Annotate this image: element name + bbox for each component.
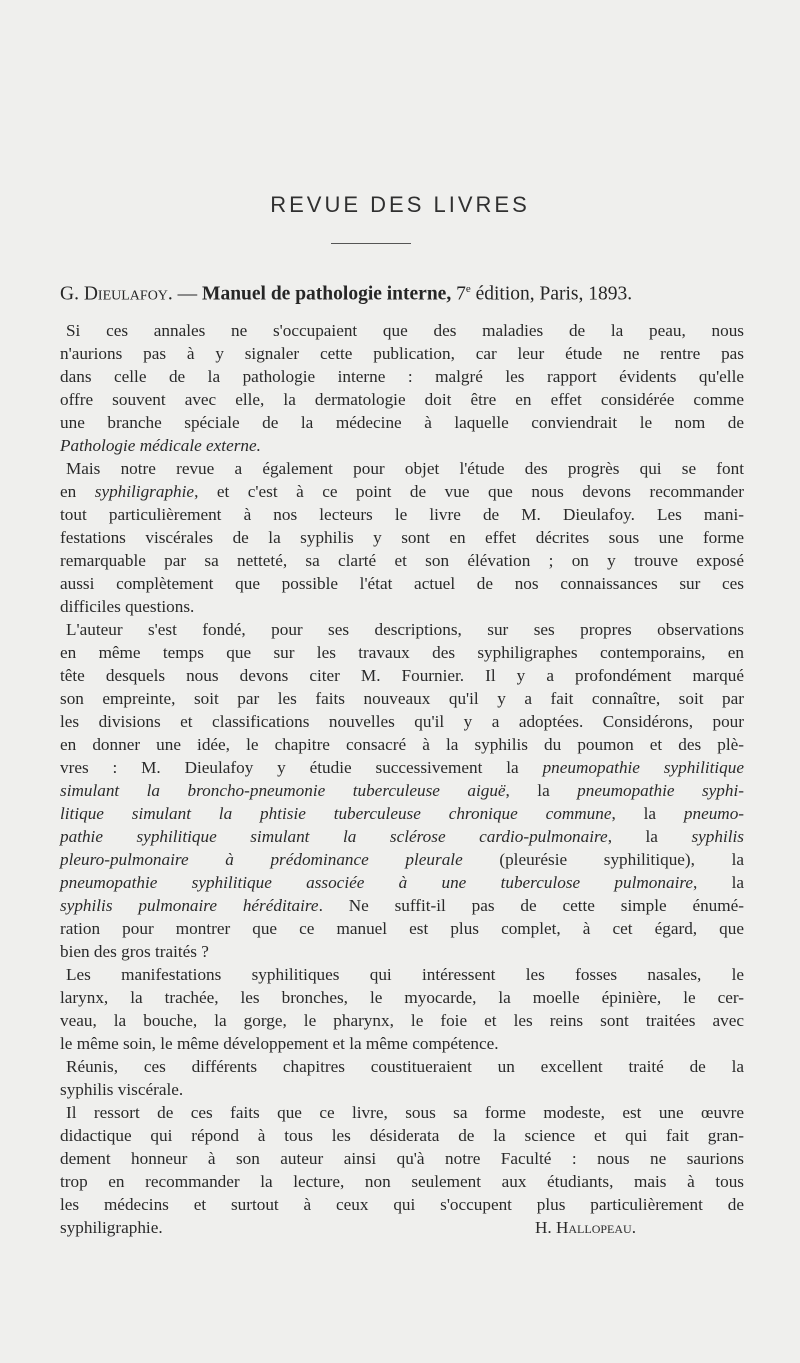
line-text: , la <box>611 804 684 823</box>
line-text: tête desquels nous devons citer M. Fournier. Il y a profondément marqué <box>60 666 744 685</box>
italic-text: litique simulant la phtisie tuberculeuse chronique commune <box>60 804 612 823</box>
line-text: Mais notre revue a également pour objet l'étude des progrès qui se font <box>66 459 744 478</box>
line-text: en donner une idée, le chapitre consacré à la syphilis du poumon et des plè- <box>60 735 744 754</box>
italic-text: pneumo- <box>683 804 745 823</box>
text-line <box>60 1101 744 1124</box>
italic-text: pleuro-pulmonaire à prédominance pleurale <box>60 850 463 869</box>
review-body <box>60 319 744 1239</box>
line-text: en même temps que sur les travaux des syphiligraphes contemporains, en <box>60 643 744 662</box>
text-line <box>60 802 744 825</box>
line-text: larynx, la trachée, les bronches, le myocarde, la moelle épinière, le cer- <box>60 988 744 1007</box>
italic-text: simulant la broncho-pneumonie tuberculeuse aiguë <box>60 781 506 800</box>
line-text: les médecins et surtout à ceux qui s'occupent plus particulièrement de <box>60 1195 744 1214</box>
text-line <box>60 664 744 687</box>
line-text: aussi complètement que possible l'état actuel de nos connaissances sur ces <box>60 574 744 593</box>
line-text: Si ces annales ne s'occupaient que des maladies de la peau, nous <box>66 321 744 340</box>
text-line <box>60 848 744 871</box>
text-line <box>60 411 744 434</box>
edition-rest: édition, Paris, 1893. <box>475 283 633 305</box>
author-prefix: G. <box>60 283 79 305</box>
italic-text: syphiligraphie <box>94 482 195 501</box>
edition-number: 7 <box>456 283 466 305</box>
text-line <box>60 1147 744 1170</box>
italic-text: pathie syphilitique simulant la sclérose cardio-pulmonaire <box>60 827 608 846</box>
line-text: dans celle de la pathologie interne : malgré les rapport évidents qu'elle <box>60 367 744 386</box>
text-line <box>60 549 744 572</box>
line-text: , et c'est à ce point de vue que nous devons recommander <box>194 482 744 501</box>
line-text: Il ressort de ces faits que ce livre, sous sa forme modeste, est une œuvre <box>66 1103 744 1122</box>
text-line <box>60 1009 744 1032</box>
text-line <box>60 618 744 641</box>
line-text: Les manifestations syphilitiques qui intéressent les fosses nasales, le <box>66 965 744 984</box>
text-line <box>60 986 744 1009</box>
closing-line <box>60 1216 744 1239</box>
author-name: Dieulafoy <box>83 283 168 305</box>
text-line <box>60 434 744 457</box>
text-line <box>60 871 744 894</box>
heading-separator: . — <box>167 283 198 305</box>
line-text: son empreinte, soit par les faits nouveaux qu'il y a fait connaître, soit par <box>60 689 744 708</box>
line-text: ration pour montrer que ce manuel est plus complet, à cet égard, que <box>60 919 744 938</box>
title-divider <box>331 243 411 244</box>
text-line <box>60 526 744 549</box>
text-line <box>60 572 744 595</box>
closing-text: syphiligraphie. <box>60 1218 163 1237</box>
text-line <box>60 963 744 986</box>
line-text: veau, la bouche, la gorge, le pharynx, le foie et les reins sont traitées avec <box>60 1011 744 1030</box>
italic-text: syphilis <box>691 827 744 846</box>
line-text: trop en recommander la lecture, non seulement aux étudiants, mais à tous <box>60 1172 744 1191</box>
text-line <box>60 917 744 940</box>
line-text: une branche spéciale de la médecine à laquelle conviendrait le nom de <box>60 413 744 432</box>
line-text: Réunis, ces différents chapitres coustitueraient un excellent traité de la <box>66 1057 744 1076</box>
line-text: vres : M. Dieulafoy y étudie successivement la <box>60 758 543 777</box>
text-line <box>60 779 744 802</box>
text-line <box>60 1124 744 1147</box>
line-text: remarquable par sa netteté, sa clarté et son élévation ; on y trouve exposé <box>60 551 744 570</box>
page-title: REVUE DES LIVRES <box>270 192 530 217</box>
text-line <box>60 894 744 917</box>
line-text: le même soin, le même développement et la même compétence. <box>60 1034 499 1053</box>
line-text: n'aurions pas à y signaler cette publication, car leur étude ne rentre pas <box>60 344 744 363</box>
text-line <box>60 710 744 733</box>
text-line <box>60 733 744 756</box>
line-text: les divisions et classifications nouvelles qu'il y a adoptées. Considérons, pour <box>60 712 744 731</box>
text-line <box>60 319 744 342</box>
line-text: syphilis viscérale. <box>60 1080 184 1099</box>
line-text: festations viscérales de la syphilis y sont en effet décrites sous une forme <box>60 528 744 547</box>
book-title: Manuel de pathologie interne, <box>202 283 452 305</box>
line-text: en <box>60 482 95 501</box>
text-line <box>60 825 744 848</box>
line-text: . Ne suffit-il pas de cette simple énumé- <box>318 896 744 915</box>
line-text: , la <box>693 873 745 892</box>
text-line <box>60 388 744 411</box>
line-text: tout particulièrement à nos lecteurs le livre de M. Dieulafoy. Les mani- <box>60 505 744 524</box>
text-line <box>60 480 744 503</box>
text-line <box>60 687 744 710</box>
text-line <box>60 641 744 664</box>
line-text: , la <box>505 781 578 800</box>
text-line <box>60 595 744 618</box>
text-line <box>60 1193 744 1216</box>
text-line <box>60 365 744 388</box>
italic-text: pneumopathie syphilitique <box>542 758 745 777</box>
italic-text: pneumopathie syphilitique associée à une tuberculose pulmonaire <box>60 873 694 892</box>
text-line <box>60 1055 744 1078</box>
text-line <box>60 1170 744 1193</box>
line-text: dement honneur à son auteur ainsi qu'à notre Faculté : nous ne saurions <box>60 1149 744 1168</box>
text-line <box>60 503 744 526</box>
text-line <box>60 342 744 365</box>
text-line <box>60 1078 744 1101</box>
text-line <box>60 1032 744 1055</box>
text-line <box>60 940 744 963</box>
line-text: Pathologie médicale externe. <box>60 436 261 455</box>
review-heading <box>60 283 740 306</box>
line-text: L'auteur s'est fondé, pour ses descriptions, sur ses propres observations <box>66 620 744 639</box>
reviewer-signature: H. Hallopeau. <box>534 1218 636 1237</box>
text-line <box>60 457 744 480</box>
text-line <box>60 756 744 779</box>
line-text: offre souvent avec elle, la dermatologie doit être en effet considérée comme <box>60 390 744 409</box>
line-text: difficiles questions. <box>60 597 195 616</box>
line-text: , la <box>607 827 692 846</box>
line-text: bien des gros traités ? <box>60 942 209 961</box>
line-text: (pleurésie syphilitique), la <box>462 850 744 869</box>
edition-suffix: e <box>465 283 471 295</box>
line-text: didactique qui répond à tous les désiderata de la science et qui fait gran- <box>60 1126 744 1145</box>
italic-text: pneumopathie syphi- <box>577 781 744 800</box>
italic-text: syphilis pulmonaire héréditaire <box>60 896 319 915</box>
